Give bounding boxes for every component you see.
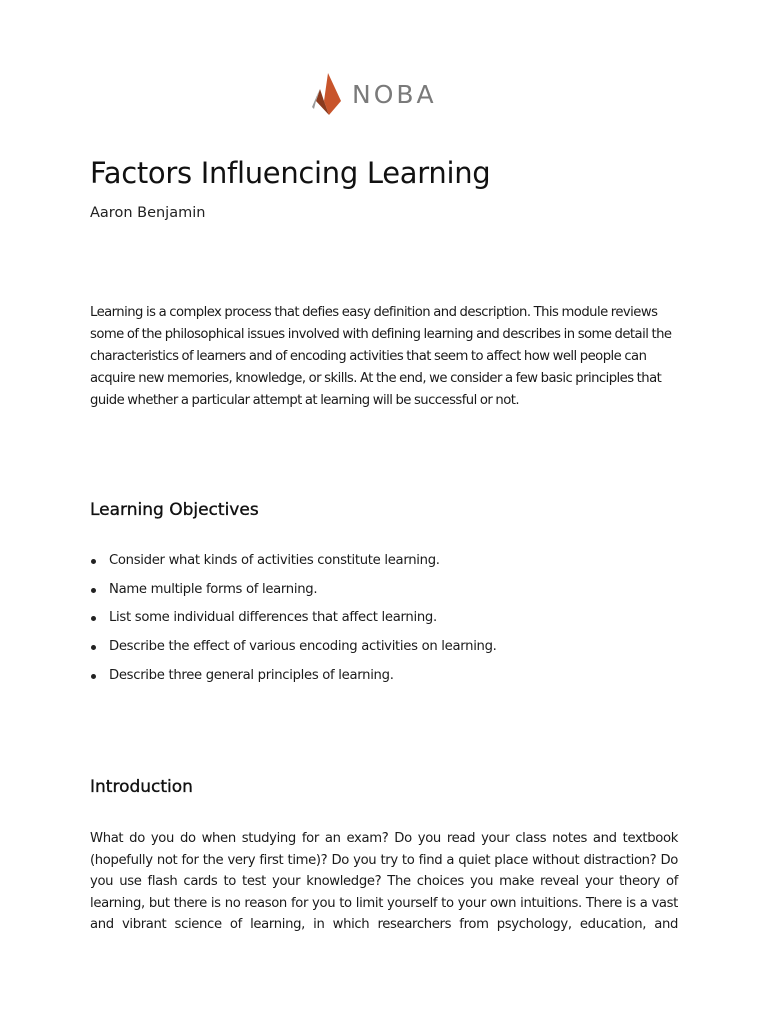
bullet-icon [91, 674, 96, 679]
introduction-paragraph: What do you do when studying for an exam? Do you read your class notes and textbook (hopefully not for the very first time)? Do you try to find a quiet place without distraction? Do you use flash cards to test your knowledge? The choices you make reveal your theory of learning, but there is no reason for you to limit yourself to your own intuitions. There is a vast and vibrant science of learning, in which researchers from psychology, education, and [90, 831, 678, 932]
list-item [90, 608, 678, 637]
list-item [90, 637, 678, 666]
bullet-icon [91, 616, 96, 621]
objectives-list [90, 551, 678, 694]
noba-flame-icon [312, 71, 342, 117]
noba-logo [312, 70, 452, 118]
brand-name: NOBA [352, 79, 437, 109]
bullet-icon [91, 645, 96, 650]
bullet-icon [91, 559, 96, 564]
list-item [90, 551, 678, 580]
list-item-text: Describe the effect of various encoding activities on learning. [109, 639, 497, 655]
list-item-text: Consider what kinds of activities constitute learning. [109, 553, 440, 568]
bullet-icon [91, 588, 96, 593]
document-title: Factors Influencing Learning [90, 156, 491, 190]
objectives-heading: Learning Objectives [90, 500, 259, 520]
list-item-text: Describe three general principles of learning. [109, 667, 394, 683]
list-item [90, 580, 678, 609]
list-item-text: List some individual differences that affect learning. [109, 610, 437, 626]
list-item [90, 666, 678, 695]
list-item-text: Name multiple forms of learning. [109, 581, 318, 597]
abstract-paragraph: Learning is a complex process that defies easy definition and description. This module reviews some of the philosophical issues involved with defining learning and describes in some detail the characteristics of learners and of encoding activities that seem to affect how well people can acquire new memories, knowledge, or skills. At the end, we consider a few basic principles that guide whether a particular attempt at learning will be successful or not. [90, 305, 672, 408]
introduction-heading: Introduction [90, 777, 193, 797]
document-author: Aaron Benjamin [90, 205, 206, 221]
